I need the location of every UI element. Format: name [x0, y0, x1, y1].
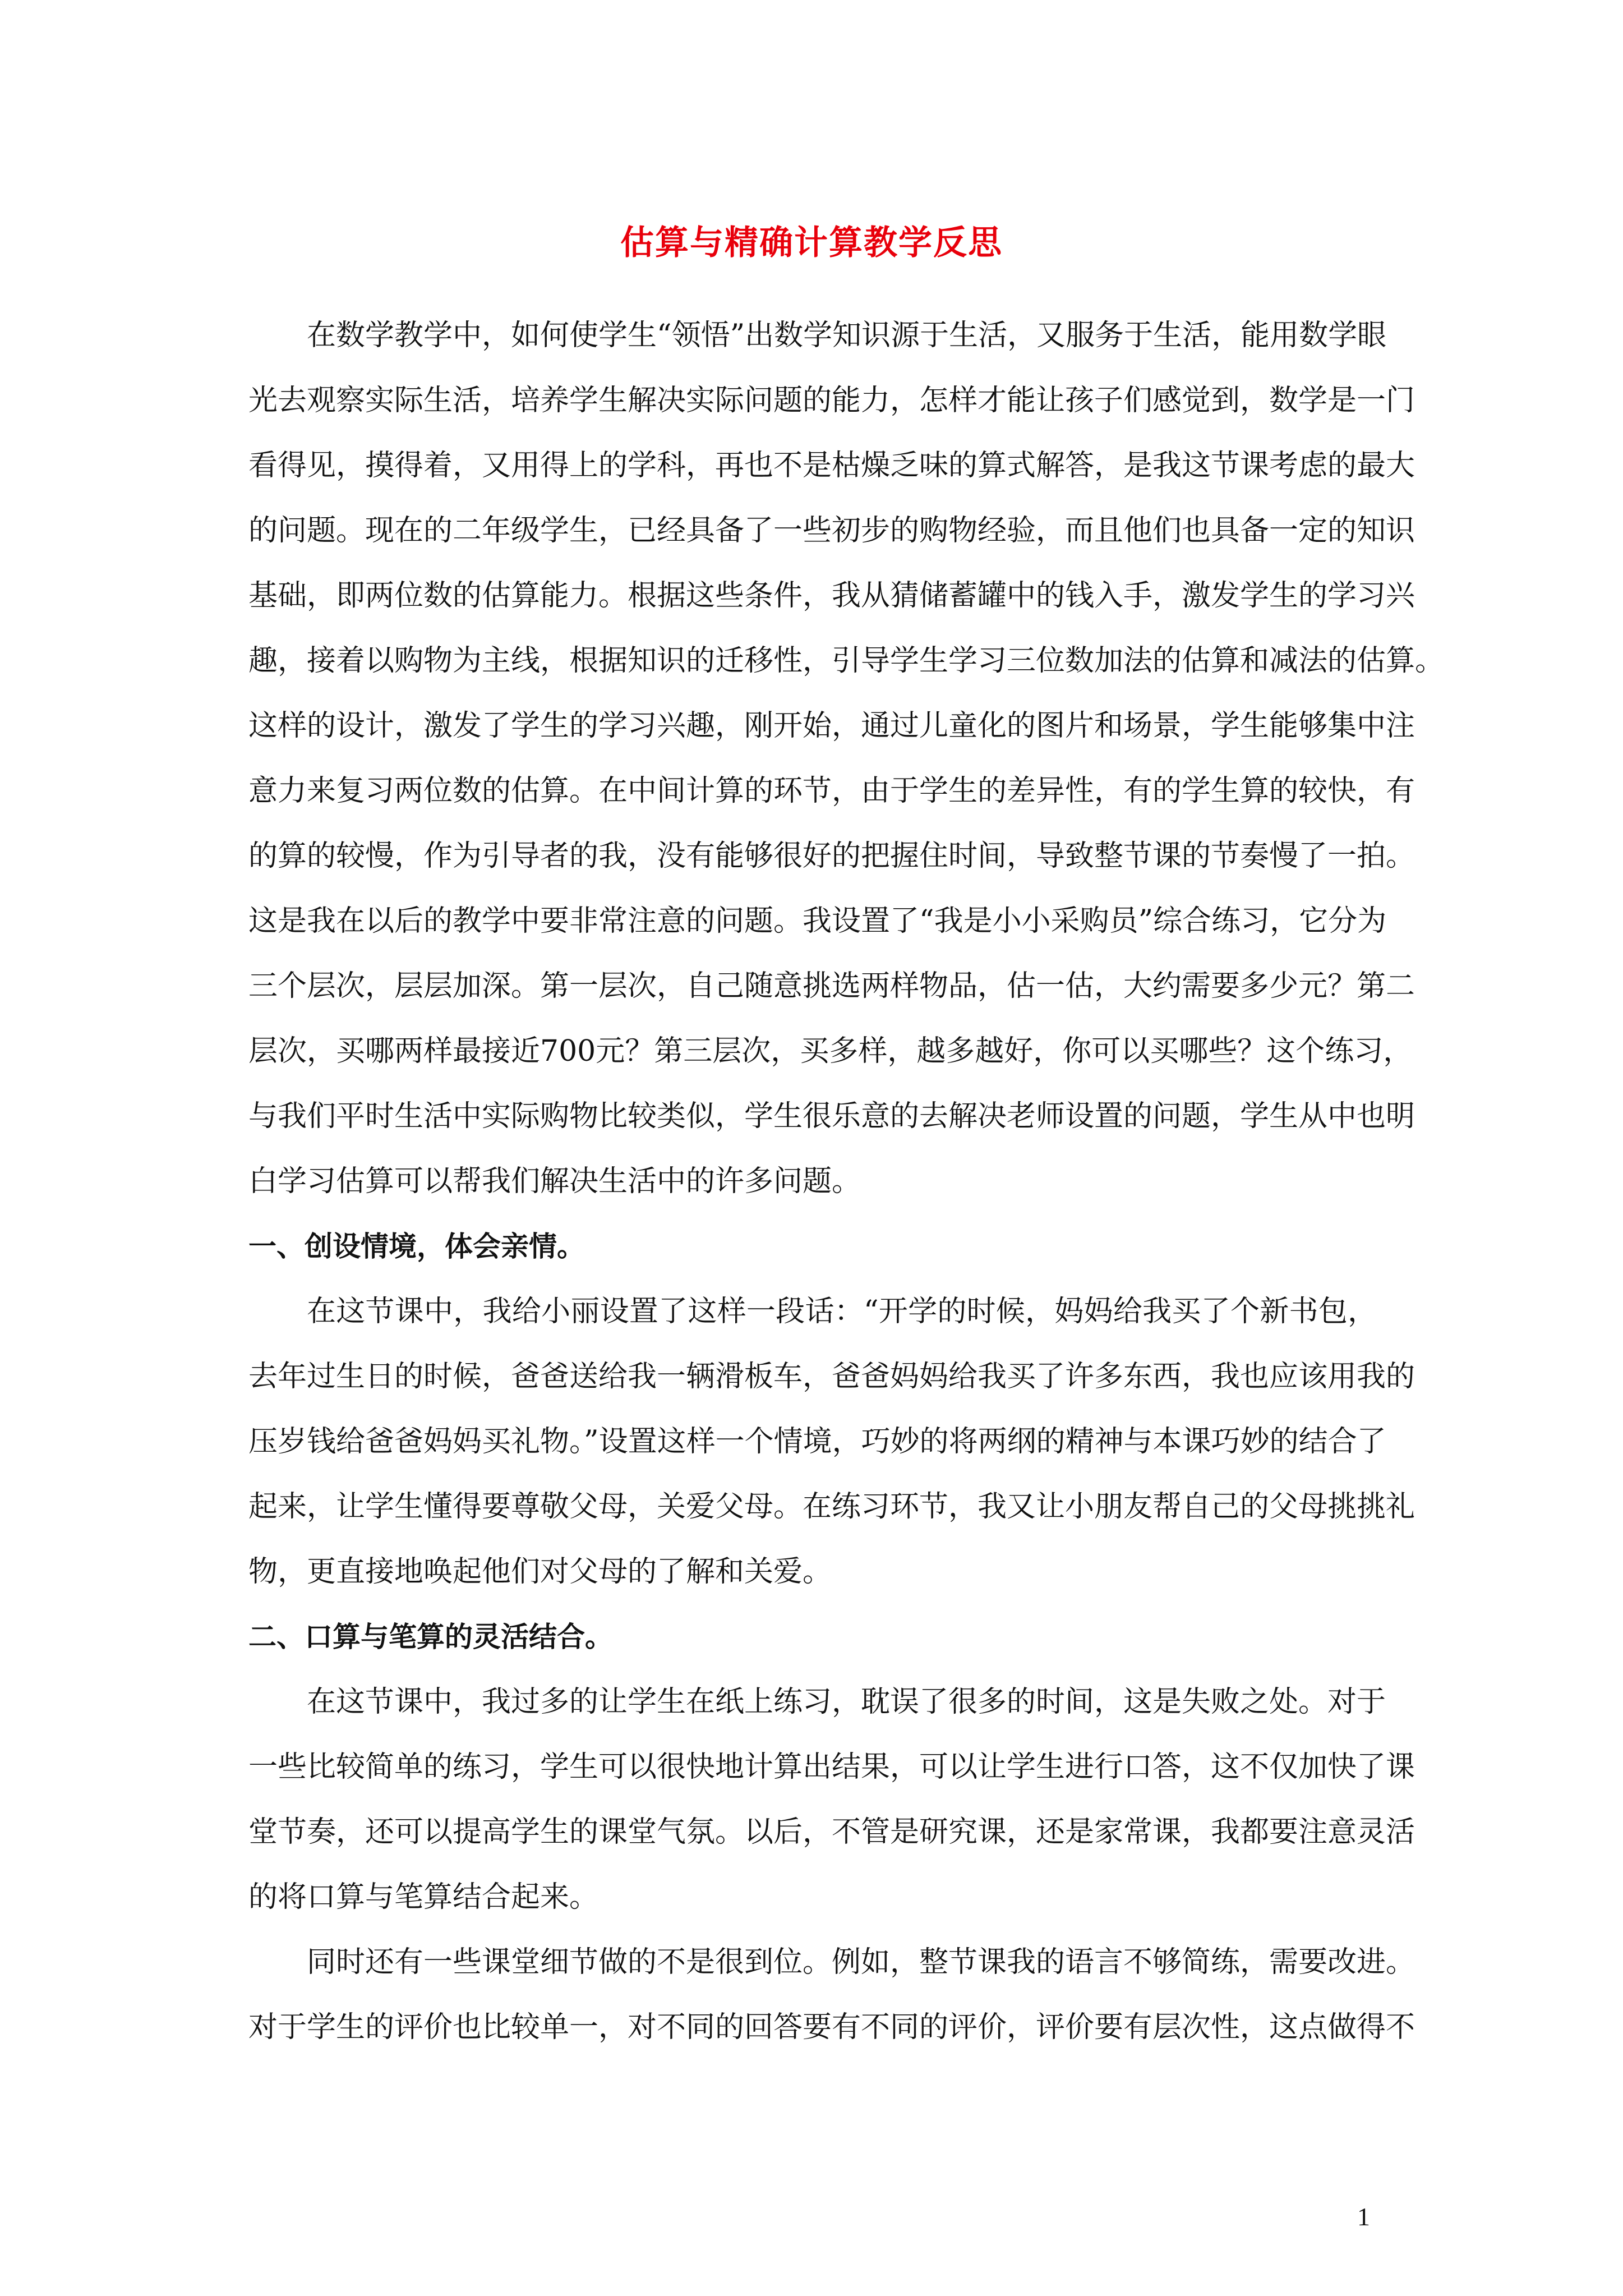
paragraph-line: 光去观察实际生活，培养学生解决实际问题的能力，怎样才能让孩子们感觉到，数学是一门	[248, 384, 1415, 417]
paragraph-line: 一些比较简单的练习，学生可以很快地计算出结果，可以让学生进行口答，这不仅加快了课	[248, 1750, 1415, 1784]
paragraph-line: 看得见，摸得着，又用得上的学科，再也不是枯燥乏味的算式解答，是我这节课考虑的最大	[248, 449, 1415, 482]
section-heading: 一、创设情境，体会亲情。	[248, 1230, 585, 1263]
paragraph-line: 在数学教学中，如何使学生“领悟”出数学知识源于生活，又服务于生活，能用数学眼	[307, 319, 1387, 352]
paragraph-line: 的问题。现在的二年级学生，已经具备了一些初步的购物经验，而且他们也具备一定的知识	[248, 514, 1415, 547]
paragraph-line: 与我们平时生活中实际购物比较类似，学生很乐意的去解决老师设置的问题，学生从中也明	[248, 1099, 1415, 1133]
paragraph-line: 去年过生日的时候，爸爸送给我一辆滑板车，爸爸妈妈给我买了许多东西，我也应该用我的	[248, 1360, 1415, 1393]
paragraph-line: 三个层次，层层加深。第一层次，自己随意挑选两样物品，估一估，大约需要多少元？第二	[248, 969, 1415, 1003]
page-number: 1	[1357, 2202, 1370, 2231]
document-body	[248, 303, 1445, 2060]
paragraph-line: 起来，让学生懂得要尊敬父母，关爱父母。在练习环节，我又让小朋友帮自己的父母挑挑礼	[248, 1490, 1415, 1524]
paragraph-line: 物，更直接地唤起他们对父母的了解和关爱。	[248, 1555, 832, 1589]
paragraph-line: 在这节课中，我给小丽设置了这样一段话：“开学的时候，妈妈给我买了个新书包，	[307, 1295, 1377, 1328]
paragraph-line: 白学习估算可以帮我们解决生活中的许多问题。	[248, 1165, 861, 1198]
paragraph-line: 的将口算与笔算结合起来。	[248, 1880, 599, 1914]
paragraph-line: 层次，买哪两样最接近700元？第三层次，买多样，越多越好，你可以买哪些？这个练习，	[248, 1034, 1413, 1068]
paragraph-line: 对于学生的评价也比较单一，对不同的回答要有不同的评价，评价要有层次性，这点做得不	[248, 2010, 1415, 2044]
paragraph-line: 这是我在以后的教学中要非常注意的问题。我设置了“我是小小采购员”综合练习，它分为	[248, 904, 1387, 938]
paragraph-line: 的算的较慢，作为引导者的我，没有能够很好的把握住时间，导致整节课的节奏慢了一拍。	[248, 839, 1415, 873]
paragraph-line: 基础，即两位数的估算能力。根据这些条件，我从猜储蓄罐中的钱入手，激发学生的学习兴	[248, 579, 1415, 613]
document-title: 估算与精确计算教学反思	[620, 223, 1003, 263]
paragraph-line: 在这节课中，我过多的让学生在纸上练习，耽误了很多的时间，这是失败之处。对于	[307, 1685, 1386, 1719]
paragraph-line: 堂节奏，还可以提高学生的课堂气氛。以后，不管是研究课，还是家常课，我都要注意灵活	[248, 1815, 1415, 1849]
paragraph-line: 意力来复习两位数的估算。在中间计算的环节，由于学生的差异性，有的学生算的较快，有	[248, 774, 1415, 808]
paragraph-line: 同时还有一些课堂细节做的不是很到位。例如，整节课我的语言不够简练，需要改进。	[307, 1945, 1415, 1979]
paragraph-line: 趣，接着以购物为主线，根据知识的迁移性，引导学生学习三位数加法的估算和减法的估算。	[248, 644, 1445, 678]
paragraph-line: 压岁钱给爸爸妈妈买礼物。”设置这样一个情境，巧妙的将两纲的精神与本课巧妙的结合了	[248, 1425, 1386, 1458]
paragraph-line: 这样的设计，激发了学生的学习兴趣，刚开始，通过儿童化的图片和场景，学生能够集中注	[248, 709, 1415, 743]
section-heading: 二、口算与笔算的灵活结合。	[248, 1621, 613, 1653]
